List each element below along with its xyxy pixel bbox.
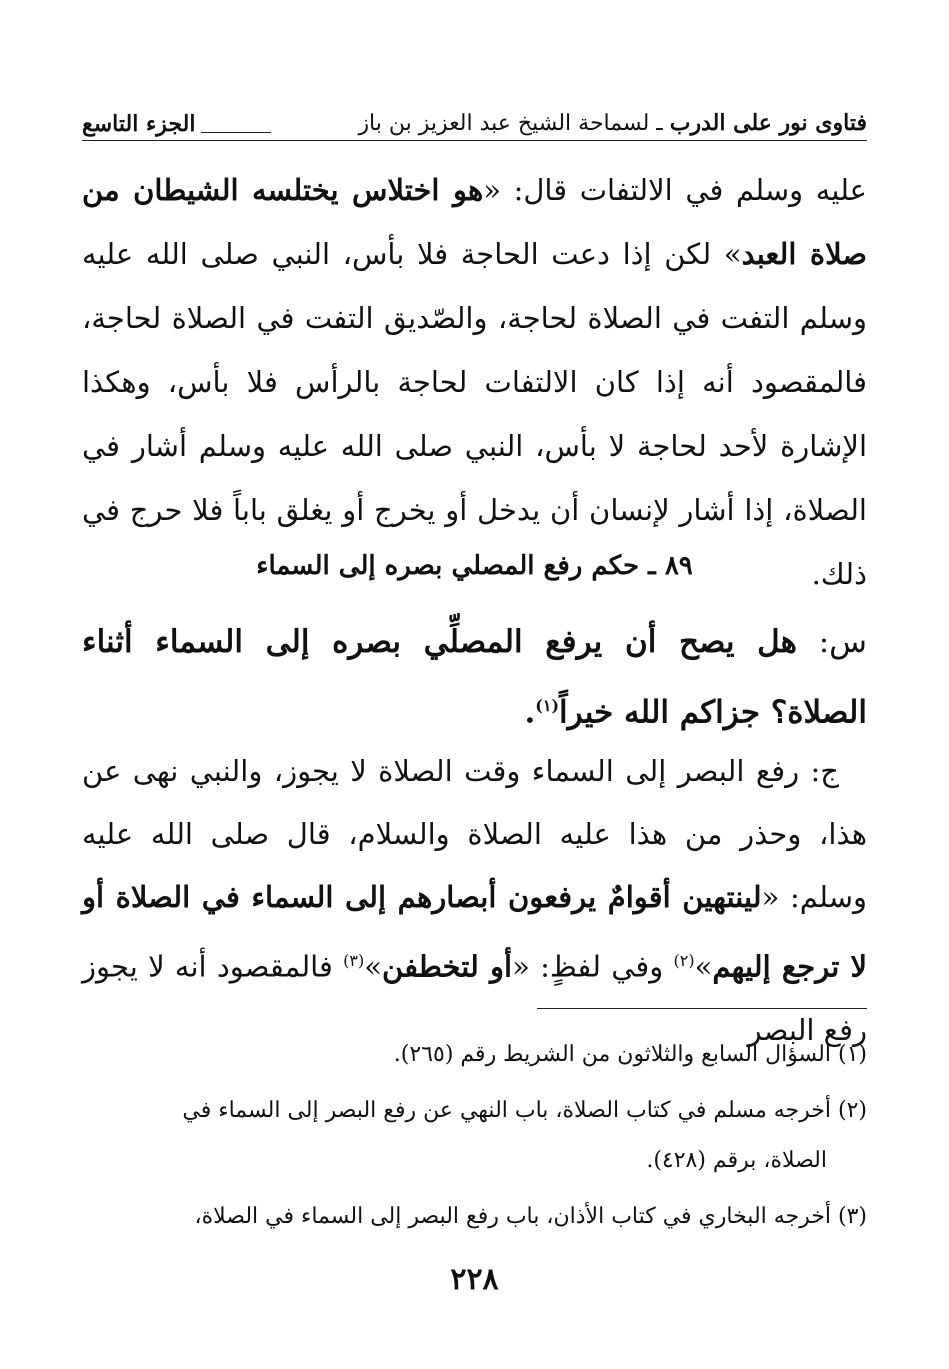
footnote-2-line-2: الصلاة، برقم (٤٢٨).	[646, 1148, 827, 1173]
question-block	[82, 610, 867, 744]
continued-paragraph	[82, 158, 867, 606]
footnotes	[82, 1030, 867, 1248]
section-heading: ٨٩ ـ حكم رفع المصلي بصره إلى السماء	[256, 551, 693, 581]
paragraph-text: عليه وسلم في الالتفات قال: «	[483, 173, 867, 207]
footnote-ref-3: (٣)	[343, 951, 365, 970]
answer-text: وفي لفظٍ: «	[512, 949, 674, 984]
question-prefix: س:	[797, 624, 868, 660]
paragraph-text: » لكن إذا دعت الحاجة فلا بأس، النبي صلى الله عليه وسلم التفت في الصلاة لحاجة، والصّديق التفت في الصلاة لحاجة، فالمقصود أنه إذا كان الالتفات لحاجة بالرأس فلا بأس، وهكذا الإشارة لأحد لحاجة لا بأس، النبي صلى الله عليه وسلم أشار في الصلاة، إذا أشار لإنسان أن يدخل أو يخرج أو يغلق باباً فلا حرج في ذلك.	[82, 237, 867, 591]
hadith-quote: أو لتخطفن	[382, 949, 513, 984]
header-right	[358, 108, 867, 140]
header-separator: ـ	[656, 111, 663, 137]
footnote-ref-2: (٢)	[673, 951, 695, 970]
quote-close: »	[364, 949, 382, 984]
hadith-quote: هو اختلاس يختلسه الشيطان من صلاة العبد	[82, 173, 868, 271]
quote-close: »	[694, 949, 713, 984]
answer-text: ج: رفع البصر إلى السماء وقت الصلاة لا يجوز، والنبي نهى عن هذا، وحذر من هذا عليه الصلاة والسلام، قال صلى الله عليه وسلم: «	[82, 754, 867, 914]
question-end: .	[524, 694, 536, 731]
hadith-quote: لينتهين أقوامٌ يرفعون أبصارهم إلى السماء في الصلاة أو لا ترجع إليهم	[82, 880, 867, 984]
header-left	[82, 109, 271, 140]
footnote-1: (١) السؤال السابع والثلاثون من الشريط رقم (٢٦٥).	[393, 1042, 867, 1067]
footnote-divider	[537, 1008, 867, 1009]
header-rule	[201, 132, 271, 133]
running-header	[82, 100, 867, 141]
answer-text: فالمقصود أنه لا يجوز رفع البصر	[82, 949, 867, 1047]
volume-label: الجزء التاسع	[82, 111, 196, 138]
footnote-ref-1: (١)	[535, 696, 560, 715]
page-number: ٢٢٨	[450, 1262, 499, 1297]
question-text: هل يصح أن يرفع المصلِّي بصره إلى السماء أثناء الصلاة؟ جزاكم الله خيراً	[82, 624, 867, 731]
author-name: لسماحة الشيخ عبد العزيز بن باز	[358, 111, 650, 137]
footnote-2	[82, 1086, 867, 1186]
footnote-3: (٣) أخرجه البخاري في كتاب الأذان، باب رفع البصر إلى السماء في الصلاة،	[194, 1204, 867, 1229]
answer-block	[82, 740, 867, 1062]
book-title: فتاوى نور على الدرب	[669, 110, 867, 137]
footnote-2-line-1: (٢) أخرجه مسلم في كتاب الصلاة، باب النهي عن رفع البصر إلى السماء في	[182, 1098, 867, 1123]
